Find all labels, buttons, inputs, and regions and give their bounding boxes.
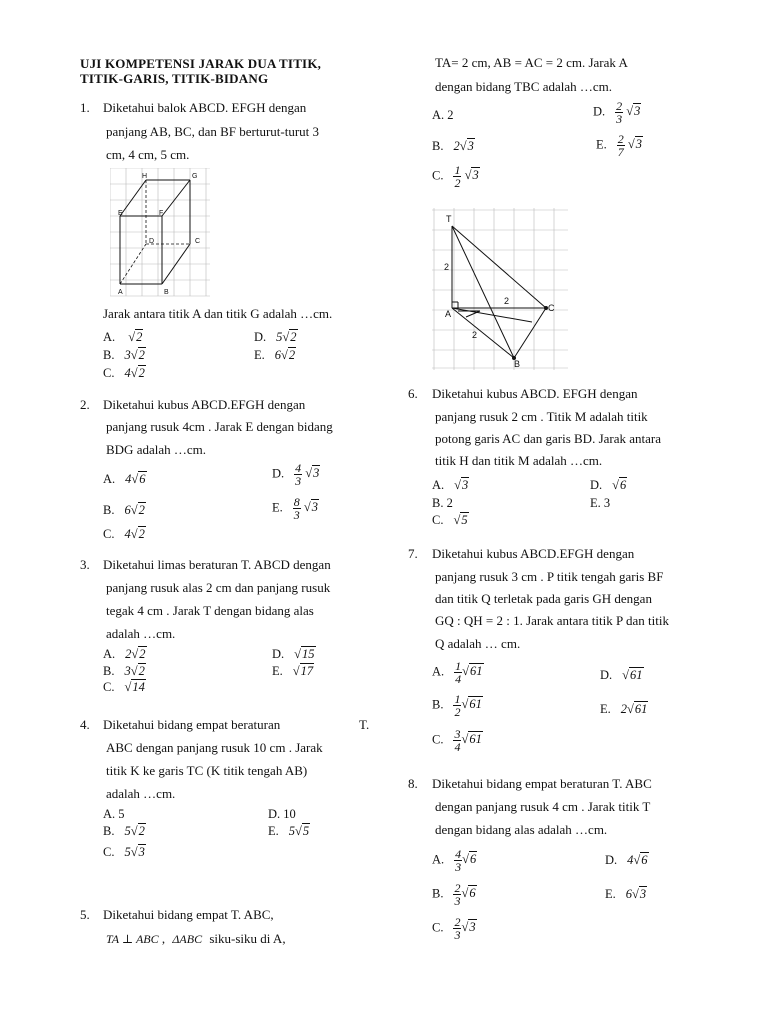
q1-cuboid-figure (110, 168, 210, 298)
option-value (453, 881, 476, 908)
option-label: E. (596, 137, 607, 152)
radicand: 2 (138, 824, 145, 838)
option-label: D. (593, 104, 606, 119)
coef: 6 (625, 887, 633, 901)
q5-label-t: T (446, 214, 452, 224)
q1-line-2: panjang AB, BC, dan BF berturut-turut 3 (106, 124, 320, 139)
option-label: C. (432, 168, 444, 183)
root: √6 (462, 852, 477, 867)
option-label: B. (432, 886, 444, 901)
option-label: C. (432, 920, 444, 935)
option-value (615, 99, 641, 126)
q5-option-c (432, 164, 480, 189)
numerator: 2 (617, 132, 624, 146)
q3-line-3: tegak 4 cm . Jarak T dengan bidang alas (106, 603, 314, 618)
option-label: E. (600, 702, 611, 716)
option-value: 5√2 (276, 330, 297, 344)
q4-option-e (268, 824, 310, 839)
radicand: 3 (469, 920, 476, 935)
option-label: D. (272, 466, 285, 481)
root: √3 (627, 137, 643, 152)
q2-line-3: BDG adalah …cm. (106, 442, 207, 457)
triangle-notation: ΔABC (172, 932, 203, 946)
coef: 4 (125, 472, 132, 486)
root: √3 (464, 168, 479, 183)
coef: 5 (124, 824, 131, 838)
radicand: 3 (311, 500, 319, 515)
denominator: 2 (454, 705, 461, 719)
root: √3 (305, 466, 320, 481)
numerator: 3 (454, 727, 461, 741)
option-label: E. (272, 500, 283, 515)
q5-label-c: C (548, 303, 555, 313)
coef: 3 (124, 664, 131, 678)
q6-option-c (432, 513, 469, 528)
option-value: √17 (292, 664, 314, 678)
q3-option-a (103, 647, 147, 662)
option-label: A. 2 (432, 108, 454, 122)
option-value (293, 495, 319, 522)
denominator: 3 (454, 928, 461, 942)
option-label: E. (254, 348, 265, 362)
radicand: 3 (467, 139, 474, 153)
option-value: √14 (124, 680, 145, 694)
coef: 5 (288, 824, 296, 838)
radicand: 6 (469, 886, 476, 901)
numerator: 4 (455, 847, 462, 861)
q5-edge-ab-length: 2 (472, 330, 478, 340)
radicand: 6 (620, 478, 627, 492)
coef: 3 (124, 348, 131, 362)
coef: 6 (124, 503, 131, 517)
q5-line-1: Diketahui bidang empat T. ABC, (103, 907, 274, 922)
fraction (453, 164, 461, 189)
radicand: 5 (461, 513, 468, 527)
denominator: 3 (293, 508, 300, 522)
radicand: 2 (138, 366, 145, 380)
q4-option-a (103, 807, 125, 822)
q2-option-c (103, 527, 146, 542)
option-label: D. (272, 647, 285, 661)
option-label: B. (103, 824, 115, 838)
q1-label-c: C (195, 238, 201, 245)
fraction (294, 462, 302, 487)
option-value (294, 461, 320, 488)
radicand: 6 (470, 852, 477, 867)
q7-number: 7. (408, 546, 418, 561)
radicand: 17 (300, 664, 314, 678)
option-value: 6√2 (274, 348, 296, 362)
q6-line-1: Diketahui kubus ABCD. EFGH dengan (432, 386, 638, 401)
radicand: 3 (138, 845, 145, 859)
option-label: B. (103, 664, 115, 678)
fraction (617, 133, 625, 158)
root: √6 (461, 886, 476, 901)
q8-option-a (432, 848, 477, 873)
q5-line-2 (106, 931, 286, 947)
q5-option-e (596, 133, 643, 158)
q3-line-1: Diketahui limas beraturan T. ABCD dengan (103, 557, 331, 572)
q7-option-a (432, 660, 484, 685)
option-value: 4√2 (124, 527, 145, 541)
q2-option-b (103, 503, 146, 518)
coef: 2 (125, 647, 132, 661)
option-label: C. (103, 845, 115, 859)
denominator: 3 (616, 112, 623, 126)
option-label: A. (432, 852, 445, 867)
radicand: 6 (641, 853, 648, 867)
q7-line-1: Diketahui kubus ABCD.EFGH dengan (432, 546, 635, 561)
radicand: 2 (138, 527, 145, 541)
option-value: 5√3 (124, 845, 145, 859)
option-value (454, 659, 483, 686)
radicand: 5 (302, 824, 310, 838)
radicand: 3 (634, 104, 641, 119)
denominator: 3 (295, 474, 302, 488)
option-label: C. (432, 732, 444, 747)
q6-option-d (590, 478, 627, 493)
q1-label-e: E (118, 210, 123, 217)
q8-number: 8. (408, 776, 418, 791)
q2-option-d (272, 462, 320, 487)
right-angle-text: siku-siku di A, (209, 931, 286, 946)
numerator: 1 (454, 692, 461, 706)
option-label: B. (432, 697, 444, 712)
coef: 2 (620, 702, 628, 716)
option-label: D. 10 (268, 807, 296, 821)
q4-line-3: titik K ke garis TC (K titik tengah AB) (106, 763, 308, 778)
q4-option-b (103, 824, 146, 839)
q1-question: Jarak antara titik A dan titik G adalah …cm. (103, 306, 333, 321)
q5-label-b: B (514, 359, 521, 369)
option-value (453, 727, 482, 754)
option-value: √2 (125, 330, 143, 344)
q4-line-1a: Diketahui bidang empat beraturan (103, 717, 281, 732)
option-value: 2√3 (453, 139, 474, 153)
radicand: 61 (469, 697, 482, 712)
radicand: 15 (302, 647, 315, 661)
option-label: A. (103, 472, 116, 486)
q1-option-e (254, 348, 296, 363)
option-label: D. (590, 478, 603, 492)
q7-option-e (600, 702, 648, 717)
radicand: 2 (138, 348, 145, 362)
option-label: C. (103, 680, 115, 694)
q5-edge-ac-length: 2 (504, 296, 510, 306)
radicand: 3 (635, 137, 643, 152)
option-value (617, 132, 643, 159)
denominator: 3 (454, 894, 461, 908)
q4-option-c (103, 845, 146, 860)
radicand: 2 (139, 647, 146, 661)
q8-line-2: dengan panjang rusuk 4 cm . Jarak titik T (435, 799, 651, 814)
q8-option-c (432, 916, 477, 941)
radicand: 3 (472, 168, 479, 183)
option-label: A. (432, 478, 445, 492)
option-value: 2√2 (125, 647, 146, 661)
option-value: 6√3 (625, 887, 647, 901)
denominator: 4 (455, 672, 462, 686)
q5-option-d (593, 100, 641, 125)
q8-option-e (605, 887, 647, 902)
q5-edge-ta-length: 2 (444, 262, 450, 272)
q7-line-2: panjang rusuk 3 cm . P titik tengah garis BF (435, 569, 664, 584)
root: √3 (303, 500, 319, 515)
q5-number: 5. (80, 907, 90, 922)
option-label: B. 2 (432, 496, 453, 510)
q6-option-b (432, 496, 453, 511)
q5-line-4: dengan bidang TBC adalah …cm. (435, 79, 613, 94)
q1-option-d (254, 330, 298, 345)
radicand: 14 (132, 680, 145, 694)
denominator: 7 (617, 145, 624, 159)
option-label: A. (103, 647, 116, 661)
q6-option-e (590, 496, 610, 511)
radicand: 2 (138, 503, 145, 517)
option-value: √61 (622, 668, 643, 682)
q1-line-3: cm, 4 cm, 5 cm. (106, 147, 190, 162)
option-value (453, 915, 476, 942)
option-label: D. (254, 330, 267, 344)
q2-line-1: Diketahui kubus ABCD.EFGH dengan (103, 397, 306, 412)
coef: 5 (124, 845, 131, 859)
perpendicular-notation: TA ⊥ ABC (106, 932, 159, 946)
coef: 2 (453, 139, 460, 153)
option-label: D. (605, 853, 618, 867)
q4-line-1b: T. (359, 717, 370, 732)
numerator: 2 (454, 915, 461, 929)
q6-line-4: titik H dan titik M adalah …cm. (435, 453, 603, 468)
q8-option-b (432, 882, 477, 907)
radicand: 3 (639, 887, 647, 901)
title-line-1: UJI KOMPETENSI JARAK DUA TITIK, (80, 56, 322, 71)
comma: , (161, 931, 166, 946)
coef: 4 (627, 853, 634, 867)
radicand: 61 (634, 702, 648, 716)
q3-option-e (272, 664, 314, 679)
q5-option-b (432, 139, 475, 154)
numerator: 2 (454, 881, 461, 895)
q1-label-d: D (149, 238, 155, 245)
q4-option-d (268, 807, 296, 822)
q8-option-d (605, 853, 649, 868)
option-value (453, 692, 482, 719)
option-label: B. (103, 348, 115, 362)
q5-option-a (432, 108, 454, 123)
radicand: 3 (462, 478, 469, 492)
option-value: 5√2 (124, 824, 145, 838)
option-label: B. (432, 139, 444, 153)
q7-line-3: dan titik Q terletak pada garis GH dengan (435, 591, 652, 606)
option-value: 2√61 (620, 702, 648, 716)
fraction (454, 660, 462, 685)
option-label: E. (272, 664, 283, 678)
q5-label-a: A (445, 309, 452, 319)
numerator: 4 (295, 461, 302, 475)
coef: 5 (276, 330, 283, 344)
q5-tetrahedron-figure (432, 208, 568, 370)
option-label: E. (268, 824, 279, 838)
radicand: 2 (138, 664, 145, 678)
q3-line-4: adalah …cm. (106, 626, 176, 641)
root: √61 (462, 664, 483, 679)
q6-line-3: potong garis AC dan garis BD. Jarak antara (435, 431, 662, 446)
option-label: A. (432, 664, 445, 679)
radicand: 2 (136, 330, 143, 344)
option-label: D. (600, 668, 613, 682)
option-label: E. (605, 887, 616, 901)
option-value (454, 847, 477, 874)
option-label: C. (103, 527, 115, 541)
q1-label-a: A (118, 289, 123, 296)
radicand: 61 (630, 668, 643, 682)
coef: 4 (124, 366, 131, 380)
radicand: 2 (288, 348, 296, 362)
q3-line-2: panjang rusuk alas 2 cm dan panjang rusuk (106, 580, 331, 595)
radicand: 61 (470, 664, 483, 679)
radicand: 3 (313, 466, 320, 481)
option-label: E. 3 (590, 496, 611, 510)
q7-line-5: Q adalah … cm. (435, 636, 521, 651)
q2-option-a (103, 472, 147, 487)
q1-label-f: F (159, 210, 164, 217)
root: √61 (461, 732, 482, 747)
option-value: 4√2 (124, 366, 145, 380)
title-line-2: TITIK-GARIS, TITIK-BIDANG (80, 71, 269, 86)
q7-option-b (432, 693, 483, 718)
denominator: 3 (455, 860, 462, 874)
q1-option-a (103, 330, 143, 345)
numerator: 1 (455, 659, 462, 673)
q2-option-e (272, 496, 319, 521)
numerator: 8 (293, 495, 300, 509)
option-value: 4√6 (627, 853, 648, 867)
option-label: C. (432, 513, 444, 527)
q4-number: 4. (80, 717, 90, 732)
q1-option-b (103, 348, 146, 363)
q6-line-2: panjang rusuk 2 cm . Titik M adalah titik (435, 409, 648, 424)
fraction (293, 496, 301, 521)
q3-option-b (103, 664, 146, 679)
root: √3 (461, 920, 476, 935)
q3-number: 3. (80, 557, 90, 572)
q4-line-4: adalah …cm. (106, 786, 176, 801)
option-value: 6√2 (124, 503, 145, 517)
q8-line-1: Diketahui bidang empat beraturan T. ABC (432, 776, 652, 791)
q1-line-1: Diketahui balok ABCD. EFGH dengan (103, 100, 307, 115)
q1-label-b: B (164, 289, 169, 296)
q6-option-a (432, 478, 469, 493)
q8-line-3: dengan bidang alas adalah …cm. (435, 822, 608, 837)
coef: 4 (124, 527, 131, 541)
root: √61 (461, 697, 482, 712)
option-label: A. (103, 330, 116, 344)
q4-line-2: ABC dengan panjang rusuk 10 cm . Jarak (106, 740, 323, 755)
option-value: 4√6 (125, 472, 146, 486)
coef: 6 (274, 348, 282, 362)
numerator: 2 (616, 99, 623, 113)
numerator: 1 (454, 163, 461, 177)
option-value: √3 (454, 478, 469, 492)
option-value: 5√5 (288, 824, 310, 838)
q5-line-3: TA= 2 cm, AB = AC = 2 cm. Jarak A (435, 55, 628, 70)
denominator: 4 (454, 740, 461, 754)
q1-label-h: H (142, 173, 148, 180)
option-label: A. 5 (103, 807, 125, 821)
q6-number: 6. (408, 386, 418, 401)
q2-number: 2. (80, 397, 90, 412)
option-value: 3√2 (124, 664, 145, 678)
page-title (80, 56, 321, 86)
fraction (615, 100, 623, 125)
option-value: √15 (294, 647, 315, 661)
denominator: 2 (454, 176, 461, 190)
q1-option-c (103, 366, 146, 381)
q2-line-2: panjang rusuk 4cm . Jarak E dengan bidang (106, 419, 333, 434)
q3-option-d (272, 647, 316, 662)
fraction (454, 848, 462, 873)
q3-option-c (103, 680, 146, 695)
q7-option-d (600, 668, 644, 683)
option-label: C. (103, 366, 115, 380)
option-value (453, 163, 479, 190)
radicand: 61 (469, 732, 482, 747)
q7-option-c (432, 728, 483, 753)
q1-label-g: G (192, 173, 198, 180)
option-label: B. (103, 503, 115, 517)
option-value: √6 (612, 478, 627, 492)
option-value: 3√2 (124, 348, 145, 362)
q7-line-4: GQ : QH = 2 : 1. Jarak antara titik P dan titik (435, 613, 669, 628)
root: √3 (626, 104, 641, 119)
radicand: 6 (139, 472, 146, 486)
q1-number: 1. (80, 100, 90, 115)
option-value: √5 (453, 513, 468, 527)
radicand: 2 (290, 330, 297, 344)
